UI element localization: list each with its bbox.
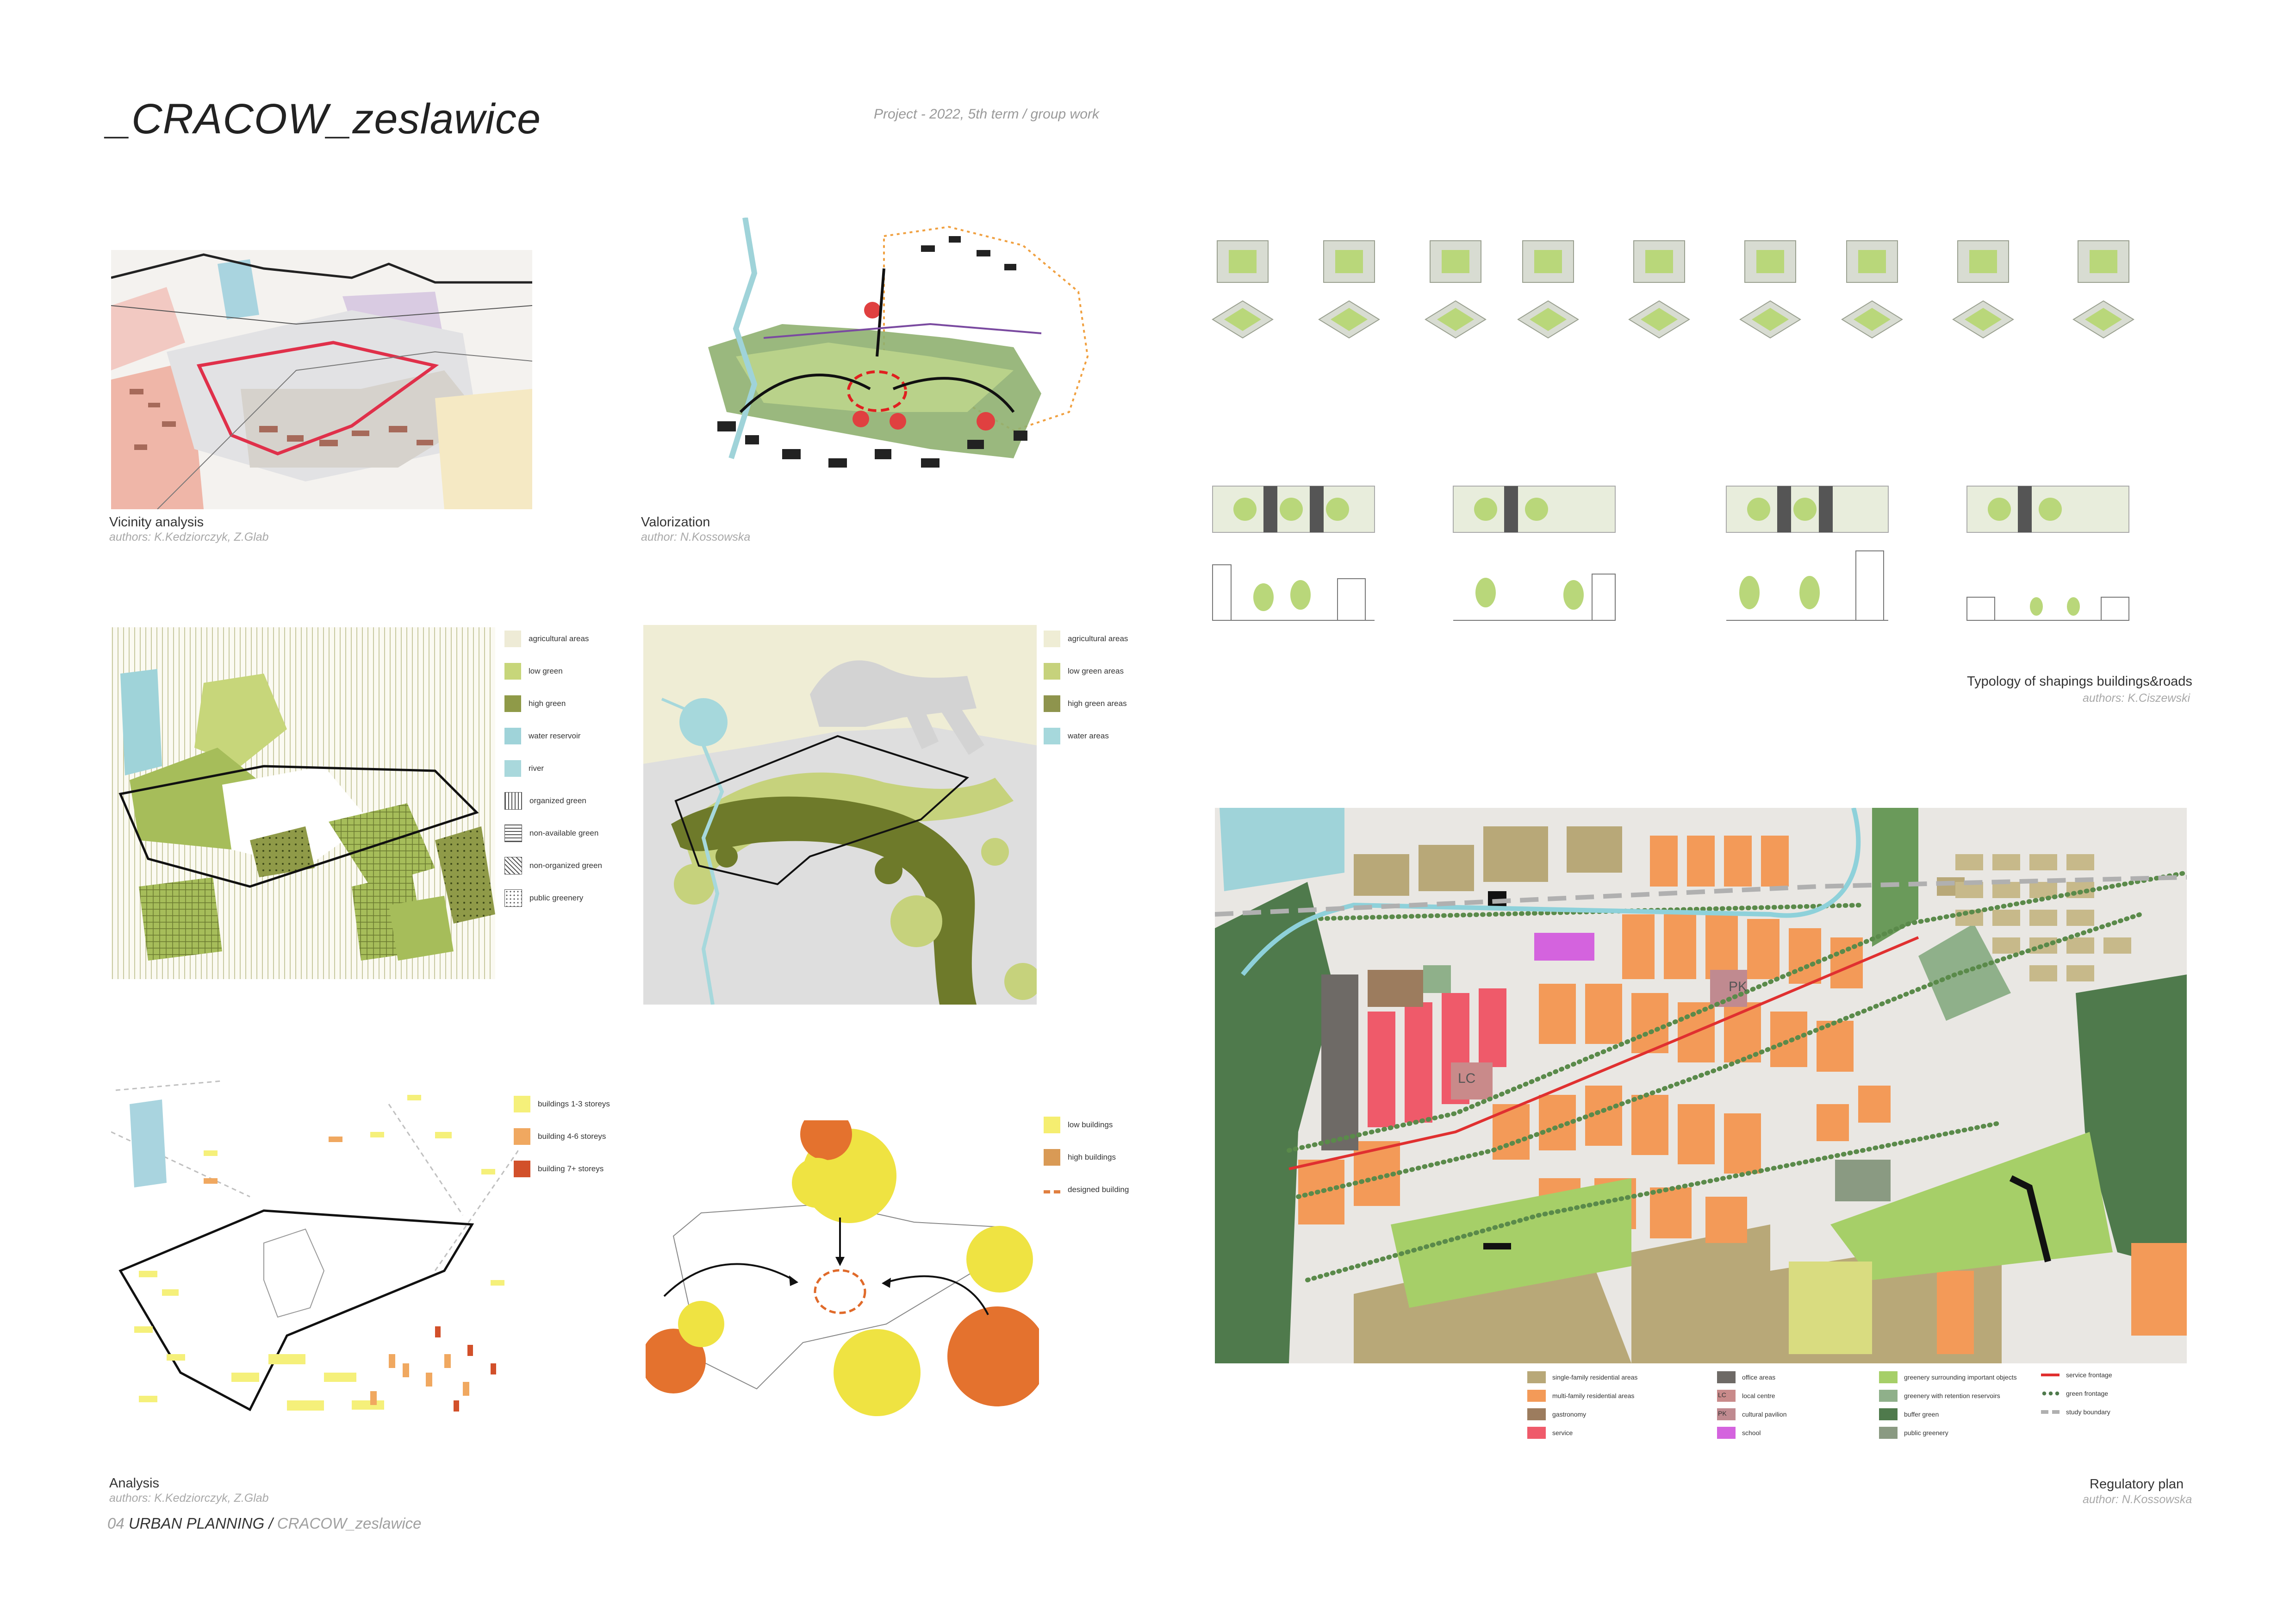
valorization-caption: Valorization [641, 515, 710, 530]
legend-label: greenery with retention reservoirs [1904, 1392, 2000, 1399]
analysis-caption: Analysis [109, 1476, 159, 1491]
legend-swatch [1044, 1117, 1060, 1133]
legend-swatch [1879, 1408, 1898, 1420]
legend-swatch [1527, 1390, 1546, 1402]
legend-label: agricultural areas [1068, 634, 1128, 643]
regulatory-legend-col3 [1879, 1368, 2017, 1442]
legend-swatch [504, 824, 522, 842]
footer [107, 1515, 422, 1532]
legend-swatch [504, 792, 522, 810]
legend-label: low buildings [1068, 1120, 1113, 1129]
legend-swatch [514, 1128, 530, 1145]
legend-label: non-organized green [529, 861, 602, 870]
legend-label: organized green [529, 796, 586, 805]
legend-swatch [1044, 728, 1060, 744]
legend-swatch [1044, 663, 1060, 680]
green-structure-map [111, 627, 495, 979]
legend-swatch [2041, 1390, 2060, 1397]
legend-label: cultural pavilion [1742, 1411, 1787, 1418]
legend-swatch [1527, 1427, 1546, 1439]
green-areas-diagram [643, 625, 1037, 1005]
legend-label: agricultural areas [529, 634, 589, 643]
page-number: 04 [107, 1515, 124, 1532]
legend-swatch [1879, 1427, 1898, 1439]
legend-swatch [1044, 1190, 1060, 1193]
regulatory-legend-col2 [1717, 1368, 1787, 1442]
regulatory-plan-map [1215, 808, 2187, 1363]
legend-label: single-family residential areas [1552, 1374, 1638, 1381]
legend-label: local centre [1742, 1392, 1775, 1399]
legend-swatch [1717, 1371, 1736, 1383]
legend-swatch [1527, 1408, 1546, 1420]
legend-label: water areas [1068, 731, 1109, 740]
project-info: Project - 2022, 5th term / group work [874, 106, 1099, 122]
valorization-map [690, 218, 1097, 514]
legend-swatch [514, 1161, 530, 1177]
legend-swatch [1044, 1149, 1060, 1166]
legend-label: buffer green [1904, 1411, 1939, 1418]
regulatory-legend-col4 [2041, 1366, 2112, 1421]
legend-swatch [1879, 1371, 1898, 1383]
legend-code: LC [1718, 1391, 1726, 1399]
legend-label: gastronomy [1552, 1411, 1587, 1418]
footer-section: URBAN PLANNING / [128, 1515, 273, 1532]
legend-swatch [2041, 1374, 2060, 1376]
vicinity-analysis-map [111, 250, 532, 509]
legend-label: low green [529, 667, 563, 675]
building-heights-diagram [646, 1120, 1039, 1430]
legend-label: high green areas [1068, 699, 1127, 708]
legend-label: non-available green [529, 829, 599, 837]
legend-swatch [1717, 1427, 1736, 1439]
legend-label: greenery surrounding important objects [1904, 1374, 2017, 1381]
legend-label: low green areas [1068, 667, 1124, 675]
legend-label: high buildings [1068, 1153, 1116, 1162]
green-areas-legend [1044, 623, 1128, 752]
legend-swatch [1527, 1371, 1546, 1383]
legend-label: green frontage [2066, 1390, 2109, 1397]
legend-swatch [504, 760, 521, 777]
legend-swatch [1717, 1390, 1736, 1402]
legend-label: service frontage [2066, 1371, 2112, 1379]
legend-label: school [1742, 1429, 1761, 1437]
legend-swatch [2041, 1410, 2060, 1414]
green-legend [504, 623, 602, 914]
map-label-pk: PK [1729, 979, 1748, 994]
map-label-lc: LC [1458, 1071, 1476, 1086]
legend-swatch [1879, 1390, 1898, 1402]
building-typology-models [1203, 231, 2184, 361]
legend-swatch [504, 663, 521, 680]
legend-label: high green [529, 699, 566, 708]
regulatory-authors: author: N.Kossowska [2083, 1493, 2192, 1506]
legend-swatch [1044, 631, 1060, 647]
legend-label: public greenery [1904, 1429, 1948, 1437]
storeys-map [111, 1076, 518, 1442]
legend-label: study boundary [2066, 1408, 2110, 1416]
storeys-legend [514, 1088, 610, 1185]
footer-project: CRACOW_zeslawice [277, 1515, 422, 1532]
building-heights-legend [1044, 1109, 1129, 1206]
legend-swatch [504, 631, 521, 647]
road-sections [1203, 481, 2184, 634]
legend-label: building 7+ storeys [538, 1164, 604, 1173]
legend-swatch [514, 1096, 530, 1112]
page-title: _CRACOW_zeslawice [107, 95, 541, 143]
legend-label: office areas [1742, 1374, 1776, 1381]
vicinity-authors: authors: K.Kedziorczyk, Z.Glab [109, 531, 269, 543]
legend-code: PK [1718, 1410, 1727, 1417]
legend-label: public greenery [529, 893, 584, 902]
typology-authors: authors: K.Ciszewski [2083, 692, 2190, 705]
legend-swatch [504, 857, 522, 874]
legend-label: buildings 1-3 storeys [538, 1099, 610, 1108]
legend-label: designed building [1068, 1185, 1129, 1194]
analysis-authors: authors: K.Kedziorczyk, Z.Glab [109, 1492, 269, 1505]
legend-label: water reservoir [529, 731, 581, 740]
regulatory-caption: Regulatory plan [2090, 1477, 2184, 1492]
legend-swatch [504, 728, 521, 744]
legend-swatch [1717, 1408, 1736, 1420]
valorization-authors: author: N.Kossowska [641, 531, 751, 543]
legend-label: multi-family residential areas [1552, 1392, 1635, 1399]
regulatory-legend-col1 [1527, 1368, 1637, 1442]
legend-swatch [1044, 695, 1060, 712]
typology-caption: Typology of shapings buildings&roads [1967, 674, 2192, 689]
legend-swatch [504, 695, 521, 712]
legend-label: service [1552, 1429, 1573, 1437]
legend-label: building 4-6 storeys [538, 1132, 606, 1141]
legend-swatch [504, 889, 522, 907]
legend-label: river [529, 764, 544, 773]
vicinity-caption: Vicinity analysis [109, 515, 204, 530]
